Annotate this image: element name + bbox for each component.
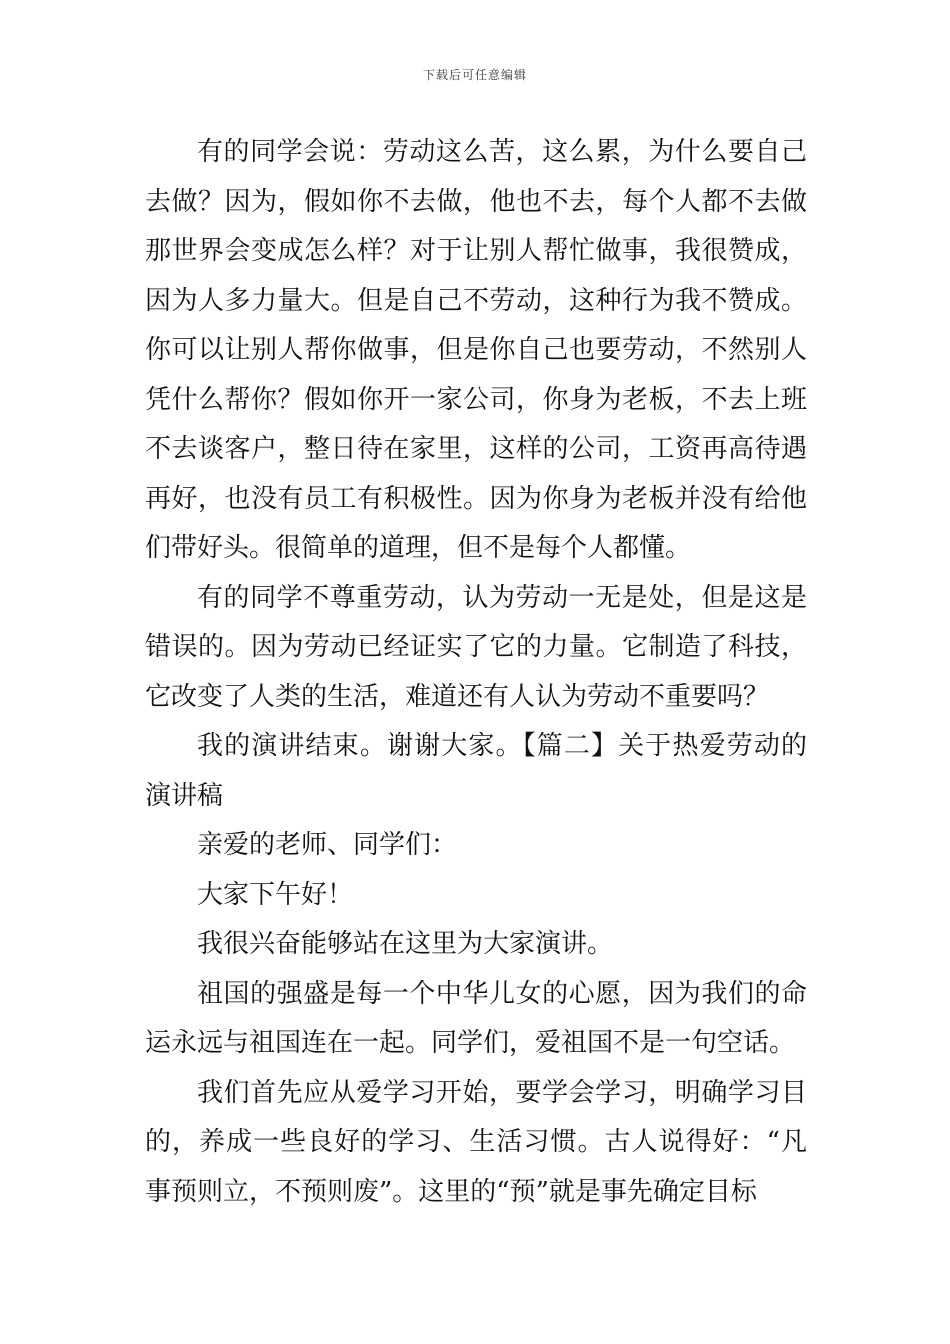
document-body	[145, 128, 807, 1217]
paragraph-4: 亲爱的老师、同学们：	[197, 830, 458, 860]
paragraph-2: 有的同学不尊重劳动，认为劳动一无是处，但是这是错误的。因为劳动已经证实了它的力量。它制造了科技，它改变了人类的生活，难道还有人认为劳动不重要吗？	[145, 582, 807, 712]
header-note: 下载后可任意编辑	[422, 68, 527, 82]
paragraph-7: 祖国的强盛是每一个中华儿女的心愿，因为我们的命运永远与祖国连在一起。同学们，爱祖国不是一句空话。	[145, 978, 807, 1058]
paragraph-6: 我很兴奋能够站在这里为大家演讲。	[197, 929, 614, 959]
paragraph-5: 大家下午好！	[197, 879, 354, 910]
paragraph-3: 我的演讲结束。谢谢大家。【篇二】关于热爱劳动的演讲稿	[145, 731, 807, 811]
paragraph-1: 有的同学会说：劳动这么苦，这么累，为什么要自己去做？因为，假如你不去做，他也不去，每个人都不去做那世界会变成怎么样？对于让别人帮忙做事，我很赞成，因为人多力量大。但是自己不劳动，这种行为我不赞成。你可以让别人帮你做事，但是你自己也要劳动，不然别人凭什么帮你？假如你开一家公司，你身为老板，不去上班不去谈客户，整日待在家里，这样的公司，工资再高待遇再好，也没有员工有积极性。因为你身为老板并没有给他们带好头。很简单的道理，但不是每个人都懂。	[145, 137, 807, 563]
paragraph-8: 我们首先应从爱学习开始，要学会学习，明确学习目的，养成一些良好的学习、生活习惯。古人说得好：“凡事预则立，不预则废”。这里的“预”就是事先确定目标	[145, 1077, 807, 1207]
